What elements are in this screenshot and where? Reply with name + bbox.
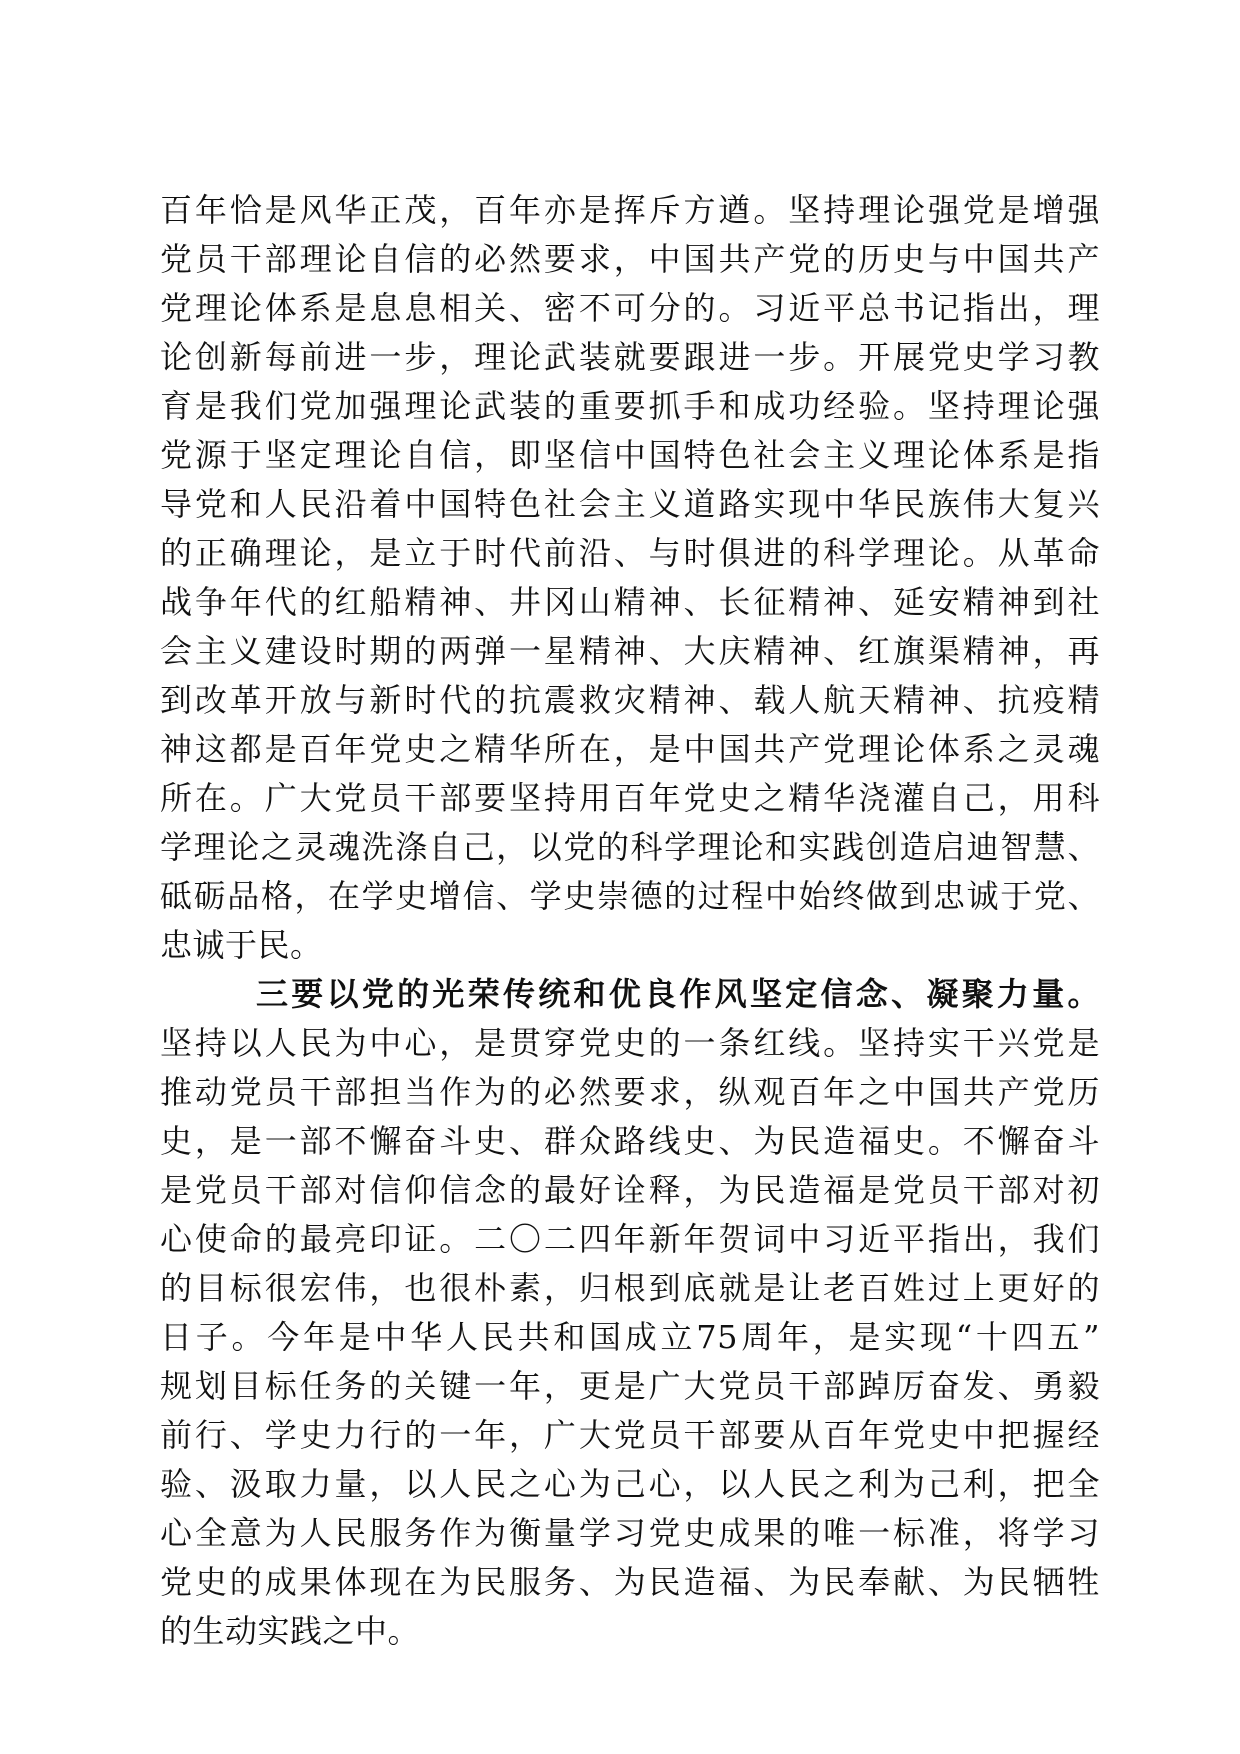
text-line: 会主义建设时期的两弹一星精神、大庆精神、红旗渠精神，再 — [160, 632, 1100, 670]
paragraph-1 — [160, 186, 1100, 970]
text-line: 史，是一部不懈奋斗史、群众路线史、为民造福史。不懈奋斗 — [160, 1122, 1100, 1160]
text-line: 前行、学史力行的一年，广大党员干部要从百年党史中把握经 — [160, 1416, 1100, 1454]
text-line: 战争年代的红船精神、井冈山精神、长征精神、延安精神到社 — [160, 583, 1100, 621]
text-line: 党源于坚定理论自信，即坚信中国特色社会主义理论体系是指 — [160, 436, 1100, 474]
text-line: 神这都是百年党史之精华所在，是中国共产党理论体系之灵魂 — [160, 730, 1100, 768]
section-heading-3: 三要以党的光荣传统和优良作风坚定信念、凝聚力量。 — [256, 975, 1100, 1013]
text-line: 坚持以人民为中心，是贯穿党史的一条红线。坚持实干兴党是 — [160, 1024, 1100, 1062]
text-line: 百年恰是风华正茂，百年亦是挥斥方遒。坚持理论强党是增强 — [160, 191, 1100, 229]
text-line: 导党和人民沿着中国特色社会主义道路实现中华民族伟大复兴 — [160, 485, 1100, 523]
text-line: 规划目标任务的关键一年，更是广大党员干部踔厉奋发、勇毅 — [160, 1367, 1100, 1405]
text-line: 育是我们党加强理论武装的重要抓手和成功经验。坚持理论强 — [160, 387, 1100, 425]
text-line: 党史的成果体现在为民服务、为民造福、为民奉献、为民牺牲 — [160, 1563, 1100, 1601]
text-line: 推动党员干部担当作为的必然要求，纵观百年之中国共产党历 — [160, 1073, 1100, 1111]
text-line: 的目标很宏伟，也很朴素，归根到底就是让老百姓过上更好的 — [160, 1269, 1100, 1307]
text-line: 的正确理论，是立于时代前沿、与时俱进的科学理论。从革命 — [160, 534, 1100, 572]
text-line: 所在。广大党员干部要坚持用百年党史之精华浇灌自己，用科 — [160, 779, 1100, 817]
text-line: 到改革开放与新时代的抗震救灾精神、载人航天精神、抗疫精 — [160, 681, 1100, 719]
paragraph-2 — [160, 1019, 1100, 1656]
text-line: 学理论之灵魂洗涤自己，以党的科学理论和实践创造启迪智慧、 — [160, 828, 1100, 866]
text-line: 验、汲取力量，以人民之心为己心，以人民之利为己利，把全 — [160, 1465, 1100, 1503]
text-line: 党理论体系是息息相关、密不可分的。习近平总书记指出，理 — [160, 289, 1100, 327]
text-line: 心使命的最亮印证。二〇二四年新年贺词中习近平指出，我们 — [160, 1220, 1100, 1258]
text-line: 党员干部理论自信的必然要求，中国共产党的历史与中国共产 — [160, 240, 1100, 278]
text-line: 日子。今年是中华人民共和国成立75周年，是实现“十四五” — [160, 1318, 1100, 1356]
text-line: 心全意为人民服务作为衡量学习党史成果的唯一标准，将学习 — [160, 1514, 1100, 1552]
text-line: 的生动实践之中。 — [160, 1612, 421, 1650]
text-line: 忠诚于民。 — [160, 926, 323, 964]
text-line: 论创新每前进一步，理论武装就要跟进一步。开展党史学习教 — [160, 338, 1100, 376]
text-line: 是党员干部对信仰信念的最好诠释，为民造福是党员干部对初 — [160, 1171, 1100, 1209]
text-line: 砥砺品格，在学史增信、学史崇德的过程中始终做到忠诚于党、 — [160, 877, 1100, 915]
document-body — [160, 186, 1100, 1656]
